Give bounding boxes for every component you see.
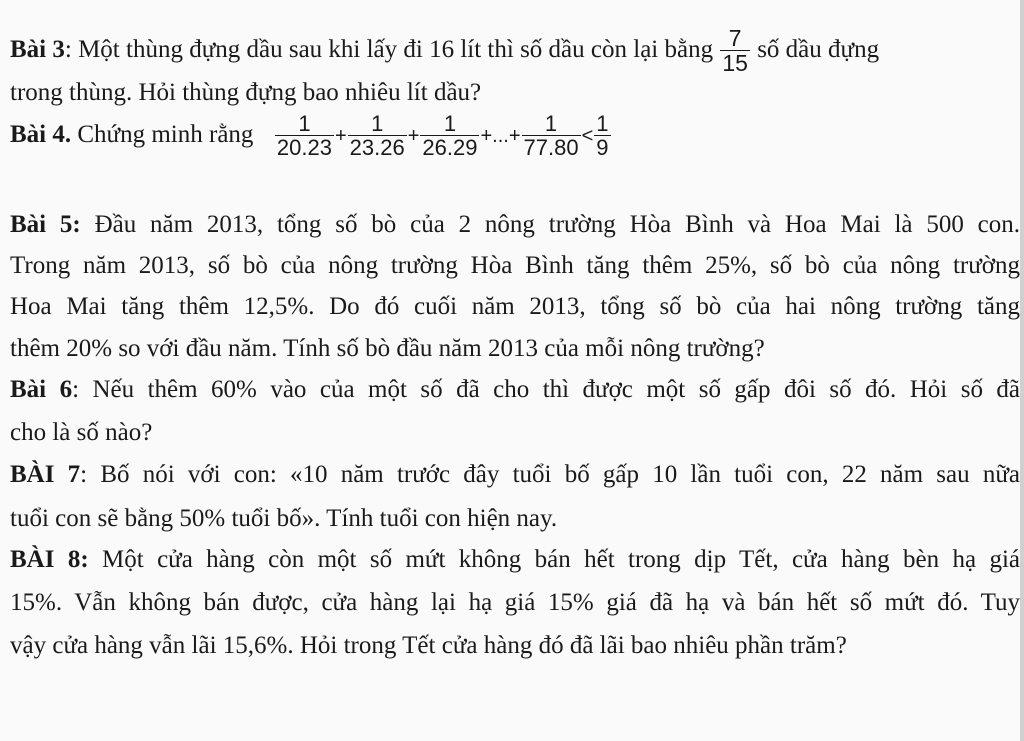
bai4-term-1-num: 1 <box>298 111 311 136</box>
bai3-text2: số dầu đựng <box>757 35 880 63</box>
bai3-label: Bài 3 <box>10 35 65 63</box>
bai7-line1 <box>10 462 1020 487</box>
bai8-text1: Một cửa hàng còn một số mứt không bán hết trong dịp Tết, cửa hàng bèn hạ giá <box>102 546 1020 573</box>
bai4-rhs-num: 1 <box>596 111 609 136</box>
bai5-line4: thêm 20% so với đầu năm. Tính số bò đầu năm 2013 của mỗi nông trường? <box>10 335 765 362</box>
bai5-label: Bài 5: <box>10 211 81 238</box>
bai3-fraction <box>720 26 750 76</box>
bai4-rhs <box>594 112 610 160</box>
bai4-term-1-den: 20.23 <box>276 135 332 161</box>
bai4-term-3 <box>420 112 479 160</box>
bai6-line1 <box>10 377 1020 402</box>
bai5-line2: Trong năm 2013, số bò của nông trường Hòa Bình tăng thêm 25%, số bò của nông trường <box>10 252 1020 279</box>
bai4-ellipsis: +...+ <box>480 125 521 148</box>
bai4-term-3-num: 1 <box>443 111 457 136</box>
bai4-last-term-num: 1 <box>544 111 558 136</box>
bai3-line2: trong thùng. Hỏi thùng đựng bao nhiêu lít dầu? <box>10 79 482 106</box>
bai8-line1 <box>10 547 1020 572</box>
bai3-text1: : Một thùng đựng dầu sau khi lấy đi 16 lít thì số dầu còn lại bằng <box>64 35 714 63</box>
bai4-term-1 <box>275 112 334 160</box>
bai4-rhs-den: 9 <box>596 135 609 161</box>
bai6-label: Bài 6 <box>10 376 73 403</box>
bai6-text1: : Nếu thêm 60% vào của một số đã cho thì được một số gấp đôi số đó. Hỏi số đã <box>72 376 1020 403</box>
bai7-line2: tuổi con sẽ bằng 50% tuổi bố». Tính tuổi con hiện nay. <box>10 505 558 532</box>
bai5-line3: Hoa Mai tăng thêm 12,5%. Do đó cuối năm 2013, tổng số bò của hai nông trường tăng <box>10 293 1020 320</box>
bai7-label: BÀI 7 <box>10 461 81 488</box>
bai4-last-term-den: 77.80 <box>523 135 579 161</box>
bai3-frac-den: 15 <box>722 50 748 77</box>
bai3-line1 <box>10 26 1020 76</box>
bai5-line1 <box>10 212 1020 237</box>
bai4-term-3-den: 26.29 <box>422 135 478 161</box>
bai4-label: Bài 4. <box>10 120 72 148</box>
bai4-term-2-den: 23.26 <box>349 135 405 161</box>
bai4-last-term <box>522 112 581 160</box>
bai4-line: Bài 4. Chứng minh rằng $\frac{1}{20.23}$ + $\frac{1}{23.26}$ + $\frac{1}{26.29}$ +...+ $\frac{1}{77.80}$ < $\frac{1}{9}$ <box>10 111 609 161</box>
bai3-frac-num: 7 <box>728 25 742 51</box>
bai8-label: BÀI 8: <box>10 546 89 573</box>
bai6-line2: cho là số nào? <box>10 419 153 446</box>
bai8-line2: 15%. Vẫn không bán được, cửa hàng lại hạ giá 15% giá đã hạ và bán hết số mứt đó. Tuy <box>10 589 1020 616</box>
bai7-text1: : Bố nói với con: «10 năm trước đây tuổi bố gấp 10 lần tuổi con, 22 năm sau nữa <box>80 461 1020 488</box>
bai4-text: Chứng minh rằng <box>77 120 254 148</box>
bai8-line3: vậy cửa hàng vẫn lãi 15,6%. Hỏi trong Tết cửa hàng đó đã lãi bao nhiêu phần trăm? <box>10 632 847 659</box>
bai4-term-2 <box>348 112 407 160</box>
bai4-term-2-num: 1 <box>371 111 384 136</box>
bai5-text1: Đầu năm 2013, tổng số bò của 2 nông trường Hòa Bình và Hoa Mai là 500 con. <box>94 211 1021 238</box>
page-edge <box>1020 0 1024 741</box>
